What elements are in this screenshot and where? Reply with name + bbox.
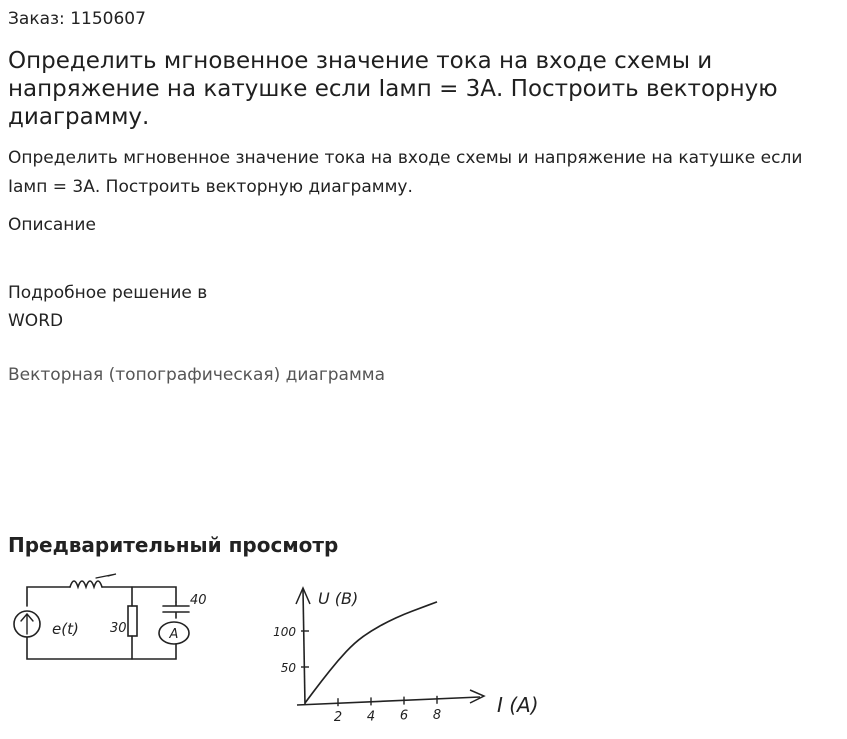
- task-description: Определить мгновенное значение тока на входе схемы и напряжение на катушке если Iамп = 3А. Построить векторную диаграмму.: [8, 148, 803, 197]
- capacitor-symbol: [163, 602, 189, 618]
- solution-line-2: WORD: [8, 311, 64, 331]
- solution-line-1: Подробное решение в: [8, 283, 208, 303]
- circuit-diagram: [14, 574, 189, 659]
- page-title: Определить мгновенное значение тока на входе схемы и напряжение на катушке если Iамп = 3А. Построить векторную диаграмму.: [8, 48, 778, 130]
- source-label: e(t): [52, 620, 79, 638]
- preview-heading: Предварительный просмотр: [8, 533, 339, 557]
- resistor-label: 30: [110, 621, 127, 636]
- volt-ampere-chart: [273, 588, 538, 725]
- section-heading: Описание: [8, 215, 96, 235]
- capacitor-label: 40: [190, 593, 207, 608]
- solution-note: [8, 279, 207, 335]
- x-tick-label: 2: [333, 710, 343, 726]
- order-label: Заказ:: [8, 9, 65, 29]
- x-tick-label: 4: [366, 709, 376, 725]
- y-tick-label: 100: [273, 625, 296, 639]
- x-tick-label: 8: [432, 707, 442, 723]
- ammeter-label: A: [169, 627, 179, 642]
- y-axis-label: U (B): [318, 589, 359, 608]
- x-axis: [297, 697, 480, 705]
- inductor-coil: [70, 581, 102, 587]
- order-line: [8, 9, 146, 29]
- order-number: 1150607: [70, 9, 146, 29]
- diagram-label: Векторная (топографическая) диаграмма: [8, 365, 386, 385]
- y-axis: [303, 590, 305, 705]
- x-tick-label: 6: [399, 708, 409, 724]
- x-axis-label: I (A): [497, 693, 539, 717]
- y-tick-label: 50: [280, 661, 296, 675]
- series-curve: [305, 602, 437, 703]
- preview-image: [0, 566, 600, 739]
- resistor-symbol: [128, 606, 137, 636]
